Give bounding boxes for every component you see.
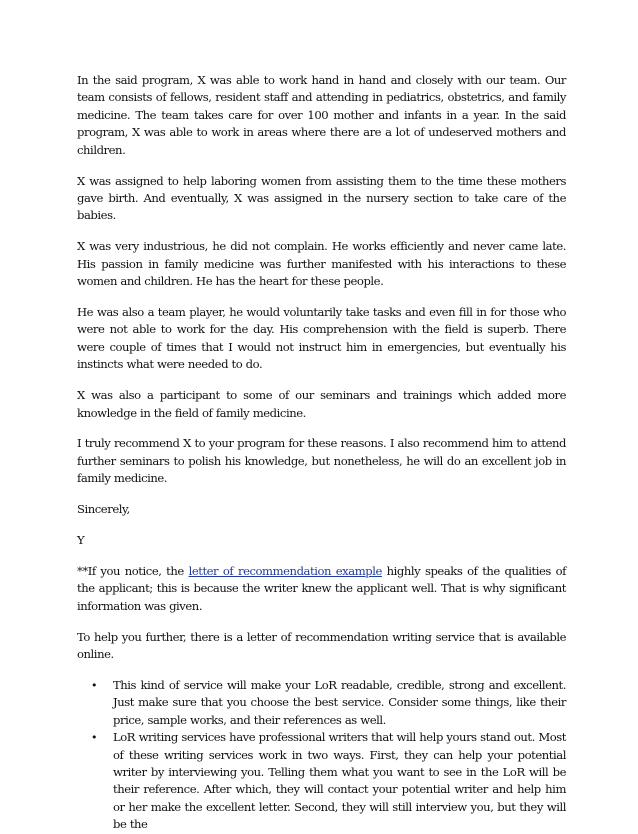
paragraph-assignment: X was assigned to help laboring women from assisting them to the time these mothers gave birth. And eventually, X was assigned in the nursery section to take care of the babies. — [77, 173, 566, 223]
paragraph-industrious: X was very industrious, he did not complain. He works efficiently and never came late. His passion in family medicine was further manifested with his interactions to these women and children. He has the heart for these people. — [77, 239, 566, 289]
list-item — [77, 677, 566, 729]
paragraph-team-player: He was also a team player, he would voluntarily take tasks and even fill in for those who were not able to work for the day. His comprehension with the field is superb. There were couple of times that I would not instruct him in emergencies, but eventually his instincts what were needed to do. — [77, 304, 566, 372]
list-item — [77, 729, 566, 833]
recommendation-example-link[interactable]: letter of recommendation example — [188, 563, 382, 578]
bullet-icon: • — [91, 678, 98, 692]
paragraph-service-intro: To help you further, there is a letter of recommendation writing service that is available online. — [77, 629, 566, 662]
list-item-text: LoR writing services have professional writers that will help yours stand out. Most of these writing services work in two ways. First, they can help your potential writer by interviewing you. Telling them what you want to see in the LoR will be their reference. After which, they will contact your potential writer and help him or her make the excellent letter. Second, they will still interview you, but they will be the — [113, 730, 566, 832]
paragraph-program: In the said program, X was able to work hand in hand and closely with our team. Our team consists of fellows, resident staff and attending in pediatrics, obstetrics, and family medicine. The team takes care for over 100 mother and infants in a year. In the said program, X was able to work in areas where there are a lot of undeserved mothers and children. — [77, 73, 566, 157]
paragraph-recommendation: I truly recommend X to your program for these reasons. I also recommend him to attend further seminars to polish his knowledge, but nonetheless, he will do an excellent job in family medicine. — [77, 436, 566, 486]
service-bullet-list — [77, 677, 566, 834]
note-text-after: highly speaks of the qualities of the applicant; this is because the writer knew the applicant well. That is why significant information was given. — [77, 563, 566, 613]
note-paragraph — [77, 563, 566, 615]
closing-line: Sincerely, — [77, 502, 130, 517]
note-text-before: **If you notice, the — [77, 563, 189, 578]
list-item-text: This kind of service will make your LoR readable, credible, strong and excellent. Just make sure that you choose the best service. Consider some things, like their price, sample works, and their references as well. — [113, 677, 566, 727]
bullet-icon: • — [91, 731, 98, 745]
signature: Y — [77, 533, 85, 548]
paragraph-seminars: X was also a participant to some of our seminars and trainings which added more knowledge in the field of family medicine. — [77, 388, 566, 420]
document-page — [77, 72, 566, 834]
